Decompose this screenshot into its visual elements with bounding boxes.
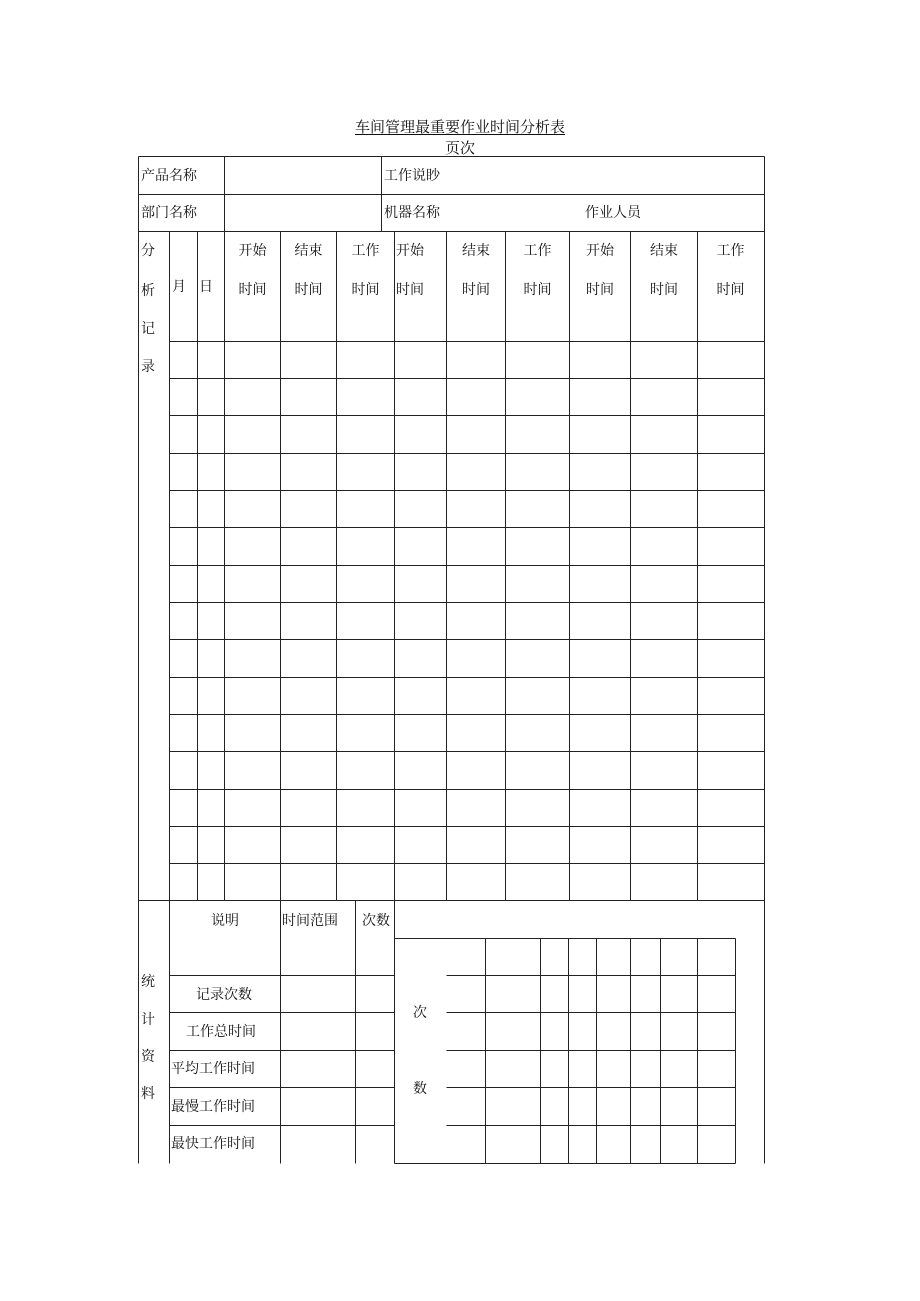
work-time-header-line2: 时间 — [523, 282, 552, 298]
end-time-header-line2: 时间 — [462, 282, 490, 298]
stats-row-label: 工作总时间 — [186, 1024, 256, 1040]
stats-side-char: 料 — [141, 1086, 155, 1102]
dept-name-label: 部门名称 — [141, 205, 197, 221]
end-time-header-line2: 时间 — [294, 282, 323, 298]
stats-range-header: 时间范围 — [282, 913, 338, 929]
start-time-header-line1: 开始 — [586, 243, 614, 259]
product-name-label: 产品名称 — [141, 168, 197, 184]
stats-side-char: 资 — [141, 1049, 155, 1065]
work-time-header-line1: 工作 — [351, 243, 380, 259]
chart-axis-char: 数 — [413, 1081, 427, 1097]
work-time-header-line2: 时间 — [716, 282, 745, 298]
chart-axis-char: 次 — [413, 1005, 427, 1021]
operator-label: 作业人员 — [585, 205, 641, 221]
stats-count-header: 次数 — [362, 913, 390, 929]
work-time-header-line1: 工作 — [716, 243, 745, 259]
analysis-side-char: 记 — [141, 321, 155, 337]
stats-side-char: 计 — [141, 1012, 155, 1028]
machine-name-label: 机器名称 — [384, 205, 440, 221]
page-number-label: 页次 — [444, 139, 475, 157]
page-title: 车间管理最重要作业时间分析表 — [354, 118, 565, 136]
start-time-header-line2: 时间 — [238, 282, 267, 298]
end-time-header-line2: 时间 — [650, 282, 678, 298]
stats-row-label: 最慢工作时间 — [171, 1099, 255, 1115]
start-time-header-line1: 开始 — [396, 243, 424, 259]
dept-name-input[interactable] — [226, 197, 381, 227]
end-time-header-line1: 结束 — [650, 243, 678, 259]
product-name-input[interactable] — [226, 160, 381, 190]
stats-row-label: 记录次数 — [196, 987, 252, 1003]
stats-side-char: 统 — [141, 974, 155, 990]
stats-row-label: 最快工作时间 — [171, 1136, 255, 1152]
analysis-side-char: 分 — [141, 243, 155, 259]
day-header: 日 — [199, 279, 213, 295]
analysis-side-char: 析 — [141, 283, 155, 299]
stats-desc-header: 说明 — [211, 913, 239, 929]
end-time-header-line1: 结束 — [294, 243, 323, 259]
month-header: 月 — [172, 279, 186, 295]
start-time-header-line1: 开始 — [238, 243, 267, 259]
start-time-header-line2: 时间 — [586, 282, 614, 298]
analysis-side-char: 录 — [141, 359, 155, 375]
work-time-header-line2: 时间 — [351, 282, 380, 298]
work-description-label: 工作说眇 — [384, 168, 440, 184]
end-time-header-line1: 结束 — [462, 243, 490, 259]
work-time-header-line1: 工作 — [523, 243, 552, 259]
start-time-header-line2: 时间 — [396, 282, 424, 298]
stats-row-label: 平均工作时间 — [171, 1061, 255, 1077]
